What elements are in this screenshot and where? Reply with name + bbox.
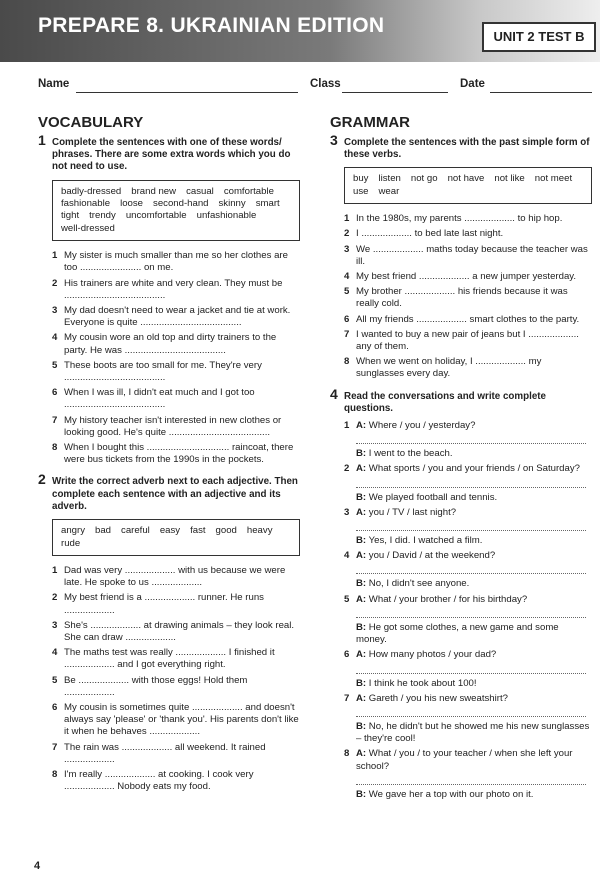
speaker-b-label: B: (356, 535, 367, 547)
task-3-text: Complete the sentences with the past simple form of these verbs. (344, 137, 590, 161)
task-1-item[interactable] (38, 278, 300, 302)
task-2-item[interactable] (38, 592, 300, 616)
task-1-item[interactable] (38, 415, 300, 439)
task-2-item[interactable] (38, 565, 300, 589)
item-text: My dad doesn't need to wear a jacket and tie at work. Everyone is quite ...................................... (64, 305, 291, 329)
word: listen (378, 173, 401, 185)
answer-line[interactable] (356, 432, 586, 444)
grammar-heading: GRAMMAR (330, 114, 410, 131)
prompt-a: Where / you / yesterday? (368, 420, 476, 432)
speaker-b-label: B: (356, 448, 367, 460)
page-number: 4 (34, 860, 41, 872)
class-label: Class (310, 78, 341, 90)
class-field[interactable] (342, 92, 448, 93)
item-number: 1 (344, 420, 350, 432)
prompt-a: How many photos / your dad? (368, 649, 497, 661)
reply-b: I think he took about 100! (368, 677, 477, 689)
word: rude (61, 537, 81, 549)
word: not meet (534, 173, 573, 185)
word: loose (120, 198, 144, 210)
item-number: 2 (52, 592, 58, 604)
word: easy (159, 525, 181, 537)
prompt-a: What sports / you and your friends / on Saturday? (368, 463, 580, 475)
word: buy (353, 173, 369, 185)
task-2-item[interactable] (38, 742, 300, 766)
vocabulary-heading: VOCABULARY (38, 114, 144, 131)
item-number: 5 (52, 674, 58, 686)
prompt-a: What / you / to your teacher / when she left your school? (356, 748, 573, 772)
item-number: 6 (52, 701, 58, 713)
task-1-instruction (38, 132, 300, 174)
task-2-number: 2 (38, 471, 46, 488)
item-text: The rain was ................... all weekend. It rained ................... (64, 741, 266, 765)
item-number: 6 (344, 313, 350, 325)
item-number: 4 (344, 271, 350, 283)
speaker-b-label: B: (356, 578, 367, 590)
item-text: When I bought this ............................... raincoat, there were bus tickets from the 1990s in the pockets. (64, 442, 294, 466)
item-text: His trainers are white and very clean. They must be ...................................... (64, 277, 283, 301)
answer-line[interactable] (356, 705, 586, 717)
item-number: 5 (344, 286, 350, 298)
answer-line[interactable] (356, 662, 586, 674)
task-3-item[interactable] (330, 244, 592, 268)
task-2-item[interactable] (38, 769, 300, 793)
vocabulary-column (38, 132, 300, 796)
word: trendy (89, 210, 116, 222)
task-3-item[interactable] (330, 213, 592, 225)
item-number: 4 (52, 647, 58, 659)
item-text: In the 1980s, my parents ................... to hip hop. (356, 213, 563, 225)
item-number: 6 (52, 387, 58, 399)
word: badly-dressed (61, 185, 122, 197)
item-text: These boots are too small for me. They're very ...................................... (64, 359, 262, 384)
reply-b: I went to the beach. (368, 448, 453, 460)
item-text: I wanted to buy a new pair of jeans but I ................... any of them. (356, 328, 579, 353)
item-number: 2 (344, 228, 350, 240)
task-3-word-box (344, 167, 592, 204)
item-text: Dad was very ................... with us because we were late. He spoke to us ................... (64, 564, 286, 589)
speaker-b-label: B: (356, 788, 367, 800)
task-1-number: 1 (38, 132, 46, 148)
speaker-a-label: A: (356, 748, 367, 760)
item-number: 5 (52, 359, 58, 371)
speaker-a-label: A: (356, 649, 367, 661)
item-number: 8 (52, 768, 58, 780)
item-number: 7 (344, 692, 350, 704)
item-number: 3 (52, 305, 58, 317)
item-text: All my friends ................... smart clothes to the party. (356, 313, 580, 325)
task-2-item[interactable] (38, 620, 300, 644)
task-2-text: Write the correct adverb next to each adjective. Then complete each sentence with an adjective and its adverb. (52, 476, 298, 512)
word: smart (255, 198, 280, 210)
word: fashionable (61, 198, 111, 210)
task-1-item[interactable] (38, 360, 300, 384)
task-1-item[interactable] (38, 250, 300, 274)
reply-b: No, I didn't see anyone. (368, 578, 470, 590)
word: bad (95, 525, 112, 537)
word: second-hand (153, 198, 209, 210)
task-2-item[interactable] (38, 675, 300, 699)
item-number: 1 (52, 564, 58, 576)
task-4-item[interactable] (330, 594, 592, 647)
reply-b: No, he didn't but he showed me his new sunglasses – they're cool! (356, 720, 590, 745)
word: not have (447, 173, 485, 185)
item-number: 7 (52, 414, 58, 426)
item-text: My best friend ................... a new jumper yesterday. (356, 271, 577, 283)
task-4-number: 4 (330, 385, 338, 402)
reply-b: He got some clothes, a new game and some money. (356, 621, 559, 646)
item-number: 1 (344, 213, 350, 225)
task-2-item[interactable] (38, 647, 300, 671)
item-number: 1 (52, 250, 58, 262)
word: careful (121, 525, 150, 537)
unit-test-label: UNIT 2 TEST B (482, 22, 596, 52)
reply-b: We gave her a top with our photo on it. (368, 788, 534, 800)
task-4-item[interactable] (330, 748, 592, 801)
task-3-item[interactable] (330, 286, 592, 310)
task-1-item[interactable] (38, 305, 300, 329)
task-1-word-box (52, 180, 300, 242)
word: use (353, 185, 369, 197)
item-text: My cousin is sometimes quite ................... and doesn't always say 'please' or 'thank you'. His parents don't like it when he behaves ................... (64, 701, 299, 738)
task-4-item[interactable] (330, 463, 592, 503)
item-text: When we went on holiday, I ................... my sunglasses every day. (356, 356, 542, 380)
name-label: Name (38, 78, 70, 90)
task-1-item[interactable] (38, 332, 300, 356)
word: fast (190, 525, 206, 537)
word: tight (61, 210, 80, 222)
name-field[interactable] (76, 92, 298, 93)
prompt-a: you / David / at the weekend? (368, 550, 496, 562)
speaker-a-label: A: (356, 593, 367, 605)
answer-line[interactable] (356, 519, 586, 531)
task-4-item[interactable] (330, 550, 592, 590)
item-number: 3 (344, 506, 350, 518)
word: casual (186, 185, 214, 197)
item-number: 7 (52, 741, 58, 753)
task-4-instruction (330, 385, 592, 415)
task-4-item[interactable] (330, 507, 592, 547)
item-number: 2 (52, 277, 58, 289)
word: skinny (218, 198, 246, 210)
task-3-number: 3 (330, 132, 338, 148)
task-3-item[interactable] (330, 228, 592, 240)
item-text: I'm really ................... at cooking. I cook very ................... Nobody eats my food. (64, 768, 254, 793)
item-number: 3 (344, 243, 350, 255)
item-number: 8 (344, 748, 350, 760)
word: uncomfortable (125, 210, 187, 222)
speaker-a-label: A: (356, 692, 367, 704)
book-title: PREPARE 8. UKRAINIAN EDITION (38, 14, 385, 37)
item-text: I ................... to bed late last night. (356, 228, 504, 240)
task-3-item[interactable] (330, 271, 592, 283)
item-text: My cousin wore an old top and dirty trainers to the party. He was ...................................... (64, 332, 277, 356)
grammar-column (330, 132, 592, 804)
task-3-item[interactable] (330, 314, 592, 326)
speaker-a-label: A: (356, 463, 367, 475)
item-text: She's ................... at drawing animals – they look real. She can draw ................... (64, 619, 295, 643)
prompt-a: you / TV / last night? (368, 506, 457, 518)
word: not go (410, 173, 438, 185)
word: angry (61, 525, 85, 537)
item-text: When I was ill, I didn't eat much and I got too ...................................... (64, 387, 255, 411)
task-1-item[interactable] (38, 387, 300, 411)
speaker-b-label: B: (356, 677, 367, 689)
speaker-a-label: A: (356, 420, 367, 432)
task-2-item[interactable] (38, 702, 300, 739)
task-4-item[interactable] (330, 649, 592, 689)
item-text: Be ................... with those eggs! Hold them ................... (64, 674, 248, 698)
reply-b: We played football and tennis. (368, 491, 498, 503)
speaker-a-label: A: (356, 550, 367, 562)
item-number: 7 (344, 328, 350, 340)
date-field[interactable] (490, 92, 592, 93)
speaker-b-label: B: (356, 720, 367, 732)
word: wear (378, 185, 400, 197)
item-number: 4 (344, 550, 350, 562)
word: comfortable (223, 185, 274, 197)
word: unfashionable (196, 210, 257, 222)
word: heavy (246, 525, 273, 537)
item-text: My sister is much smaller than me so her clothes are too ....................... on me. (64, 250, 288, 274)
prompt-a: What / your brother / for his birthday? (368, 593, 528, 605)
speaker-b-label: B: (356, 621, 367, 633)
item-text: My brother ................... his friends because it was really cold. (356, 286, 568, 310)
item-number: 8 (344, 356, 350, 368)
answer-line[interactable] (356, 562, 586, 574)
word: good (215, 525, 237, 537)
speaker-b-label: B: (356, 491, 367, 503)
prompt-a: Gareth / you his new sweatshirt? (368, 692, 508, 704)
task-3-item[interactable] (330, 329, 592, 353)
answer-line[interactable] (356, 476, 586, 488)
word: brand new (131, 185, 177, 197)
item-text: My best friend is a ................... runner. He runs ................... (64, 592, 264, 616)
task-1-text: Complete the sentences with one of these words/ phrases. There are some extra words which you do not need to use. (52, 137, 291, 173)
date-label: Date (460, 78, 485, 90)
answer-line[interactable] (356, 773, 586, 785)
item-text: We ................... maths today because the teacher was ill. (356, 243, 588, 267)
task-2-instruction (38, 471, 300, 513)
item-number: 4 (52, 332, 58, 344)
task-1-item[interactable] (38, 442, 300, 466)
task-3-instruction (330, 132, 592, 161)
item-number: 3 (52, 619, 58, 631)
item-number: 8 (52, 442, 58, 454)
reply-b: Yes, I did. I watched a film. (368, 535, 483, 547)
item-number: 5 (344, 593, 350, 605)
task-2-word-box (52, 519, 300, 556)
item-text: My history teacher isn't interested in new clothes or looking good. He's quite ...................................... (64, 414, 282, 438)
task-3-item[interactable] (330, 356, 592, 380)
task-4-text: Read the conversations and write complete questions. (344, 390, 546, 414)
answer-line[interactable] (356, 606, 586, 618)
item-number: 6 (344, 649, 350, 661)
item-number: 2 (344, 463, 350, 475)
word: not like (494, 173, 525, 185)
task-4-item[interactable] (330, 420, 592, 460)
word: well-dressed (61, 222, 115, 234)
speaker-a-label: A: (356, 506, 367, 518)
item-text: The maths test was really ................... I finished it ................... and I got everything right. (64, 647, 275, 671)
task-4-item[interactable] (330, 693, 592, 746)
